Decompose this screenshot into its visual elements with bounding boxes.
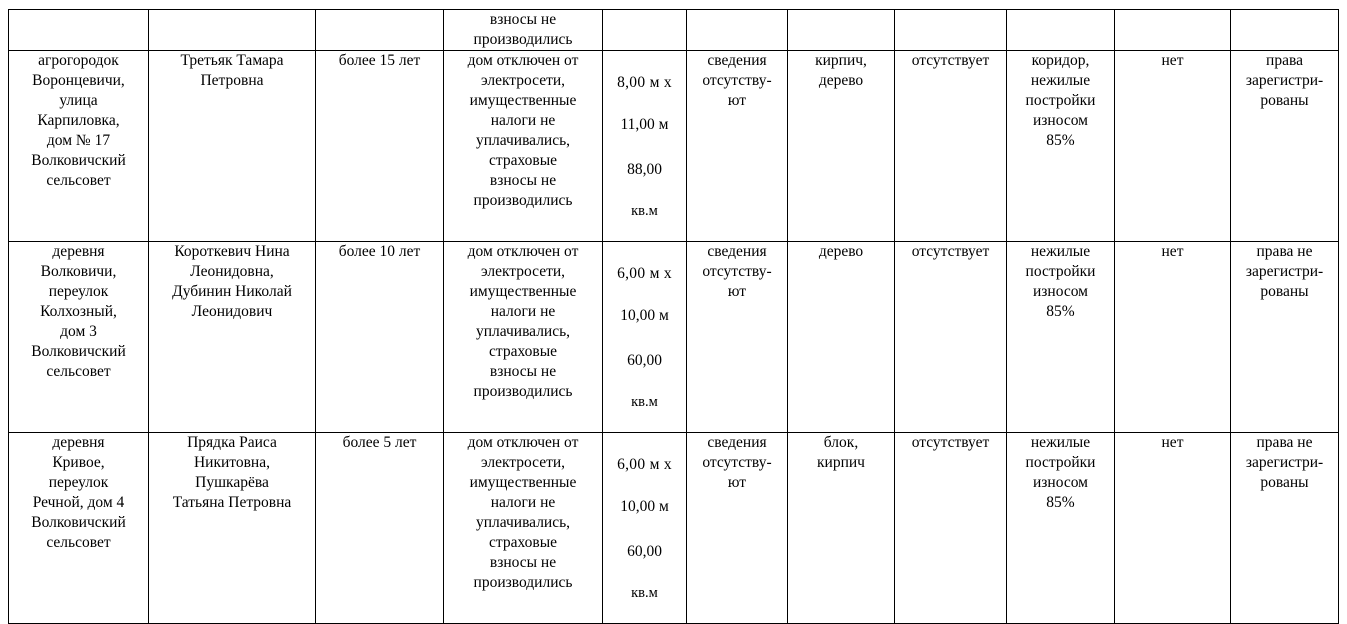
dimensions-width: 6,00 м х — [617, 456, 672, 473]
area-value: 88,00 — [627, 161, 662, 178]
presence-cell: отсутствует — [895, 51, 1007, 242]
extra-cell: нет — [1115, 433, 1231, 624]
dimensions-length: 11,00 м — [620, 116, 669, 133]
presence-cell: отсутствует — [895, 242, 1007, 433]
table-row-continuation — [9, 10, 1339, 51]
dimensions-length: 10,00 м — [620, 307, 669, 324]
reasons-cell: дом отключен от электросети, имущественные налоги не уплачивались, страховые взносы не производились — [444, 51, 603, 242]
rights-cell: права не зарегистри- рованы — [1231, 433, 1339, 624]
owner-cell: Короткевич Нина Леонидовна, Дубинин Николай Леонидович — [149, 242, 316, 433]
outbuildings-cell — [1007, 10, 1115, 51]
table-row — [9, 242, 1339, 433]
dimensions-cell — [603, 433, 687, 624]
address-cell: деревня Волковичи, переулок Колхозный, дом 3 Волковичский сельсовет — [9, 242, 149, 433]
dimensions-cell — [603, 10, 687, 51]
info-cell: сведения отсутству- ют — [687, 242, 788, 433]
dimensions-cell — [603, 242, 687, 433]
info-cell — [687, 10, 788, 51]
dimensions-length: 10,00 м — [620, 498, 669, 515]
owner-cell — [149, 10, 316, 51]
info-cell: сведения отсутству- ют — [687, 433, 788, 624]
address-cell: агрогородок Воронцевичи, улица Карпиловка, дом № 17 Волковичский сельсовет — [9, 51, 149, 242]
rights-cell: права зарегистри- рованы — [1231, 51, 1339, 242]
address-cell: деревня Кривое, переулок Речной, дом 4 Волковичский сельсовет — [9, 433, 149, 624]
extra-cell — [1115, 10, 1231, 51]
area-unit: кв.м — [631, 585, 658, 601]
material-cell: кирпич, дерево — [788, 51, 895, 242]
outbuildings-cell: нежилые постройки износом 85% — [1007, 242, 1115, 433]
extra-cell: нет — [1115, 242, 1231, 433]
material-cell: блок, кирпич — [788, 433, 895, 624]
outbuildings-cell: коридор, нежилые постройки износом 85% — [1007, 51, 1115, 242]
presence-cell — [895, 10, 1007, 51]
presence-cell: отсутствует — [895, 433, 1007, 624]
info-cell: сведения отсутству- ют — [687, 51, 788, 242]
table-row — [9, 51, 1339, 242]
material-cell — [788, 10, 895, 51]
table-row — [9, 433, 1339, 624]
period-cell: более 5 лет — [316, 433, 444, 624]
area-unit: кв.м — [631, 203, 658, 219]
dimensions-width: 6,00 м х — [617, 265, 672, 282]
owner-cell: Прядка Раиса Никитовна, Пушкарёва Татьяна Петровна — [149, 433, 316, 624]
dimensions-cell — [603, 51, 687, 242]
period-cell: более 10 лет — [316, 242, 444, 433]
rights-cell: права не зарегистри- рованы — [1231, 242, 1339, 433]
area-value: 60,00 — [627, 352, 662, 369]
rights-cell — [1231, 10, 1339, 51]
reasons-cell: дом отключен от электросети, имущественные налоги не уплачивались, страховые взносы не производились — [444, 242, 603, 433]
material-cell: дерево — [788, 242, 895, 433]
period-cell: более 15 лет — [316, 51, 444, 242]
reasons-cell: взносы не производились — [444, 10, 603, 51]
dimensions-width: 8,00 м х — [617, 74, 672, 91]
outbuildings-cell: нежилые постройки износом 85% — [1007, 433, 1115, 624]
property-register-table — [8, 9, 1339, 624]
reasons-cell: дом отключен от электросети, имущественные налоги не уплачивались, страховые взносы не производились — [444, 433, 603, 624]
area-unit: кв.м — [631, 394, 658, 410]
address-cell — [9, 10, 149, 51]
period-cell — [316, 10, 444, 51]
owner-cell: Третьяк Тамара Петровна — [149, 51, 316, 242]
extra-cell: нет — [1115, 51, 1231, 242]
area-value: 60,00 — [627, 543, 662, 560]
